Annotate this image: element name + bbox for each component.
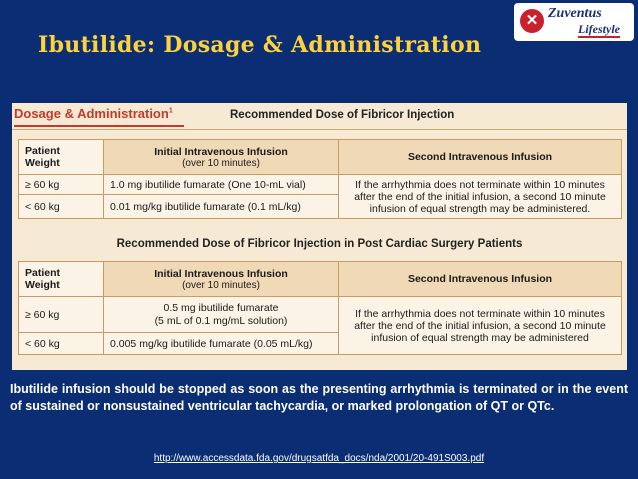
- dose-table-2: [18, 261, 622, 355]
- table1-header-second: Second Intravenous Infusion: [339, 140, 622, 175]
- table2-row2-weight: < 60 kg: [19, 333, 104, 355]
- dosage-panel: [12, 103, 627, 370]
- table1-row1-initial: 1.0 mg ibutilide fumarate (One 10-mL vial): [104, 175, 339, 195]
- source-url[interactable]: http://www.accessdata.fda.gov/drugsatfda_docs/nda/2001/20-491S003.pdf: [153, 453, 485, 464]
- table2-header-initial: Initial Intravenous Infusion (over 10 minutes): [104, 262, 339, 297]
- table1-row1-weight: ≥ 60 kg: [19, 175, 104, 195]
- table2-caption: Recommended Dose of Fibricor Injection in Post Cardiac Surgery Patients: [116, 238, 523, 250]
- table1-row2-weight: < 60 kg: [19, 195, 104, 219]
- table1-row2-initial: 0.01 mg/kg ibutilide fumarate (0.1 mL/kg): [104, 195, 339, 219]
- table1-header-weight: Patient Weight: [19, 140, 104, 175]
- table2-row1-initial: 0.5 mg ibutilide fumarate (5 mL of 0.1 mg/mL solution): [104, 297, 339, 333]
- panel-header: [12, 103, 627, 130]
- table1-caption: Recommended Dose of Fibricor Injection: [230, 109, 455, 121]
- table2-row2-initial: 0.005 mg/kg ibutilide fumarate (0.05 mL/kg): [104, 333, 339, 355]
- panel-tab-underline: [14, 125, 184, 127]
- panel-tab-label: Dosage & Administration$^1$: [14, 106, 173, 121]
- table1-second-text: If the arrhythmia does not terminate within 10 minutes after the end of the initial infusion, a second 10 minute infusion of equal strength may be administered.: [339, 175, 622, 219]
- table2-row1-weight: ≥ 60 kg: [19, 297, 104, 333]
- dose-table-1: [18, 139, 622, 219]
- table2-header-weight: Patient Weight: [19, 262, 104, 297]
- table2-header-second: Second Intravenous Infusion: [339, 262, 622, 297]
- table2-second-text: If the arrhythmia does not terminate within 10 minutes after the end of the initial infusion, a second 10 minute infusion of equal strength may be administered: [339, 297, 622, 355]
- slide-title: Ibutilide: Dosage & Administration: [38, 32, 482, 58]
- infusion-note: Ibutilide infusion should be stopped as soon as the presenting arrhythmia is terminated or in the event of sustained or nonsustained ventricular tachycardia, or marked prolongation of QT or QTc.: [10, 382, 628, 413]
- zuventus-logo: [514, 3, 634, 41]
- logo-brand: Zuventus: [548, 6, 602, 21]
- logo-sub: Lifestyle: [578, 22, 620, 36]
- logo-mark-icon: ✕: [520, 9, 544, 33]
- table1-header-initial: Initial Intravenous Infusion (over 10 minutes): [104, 140, 339, 175]
